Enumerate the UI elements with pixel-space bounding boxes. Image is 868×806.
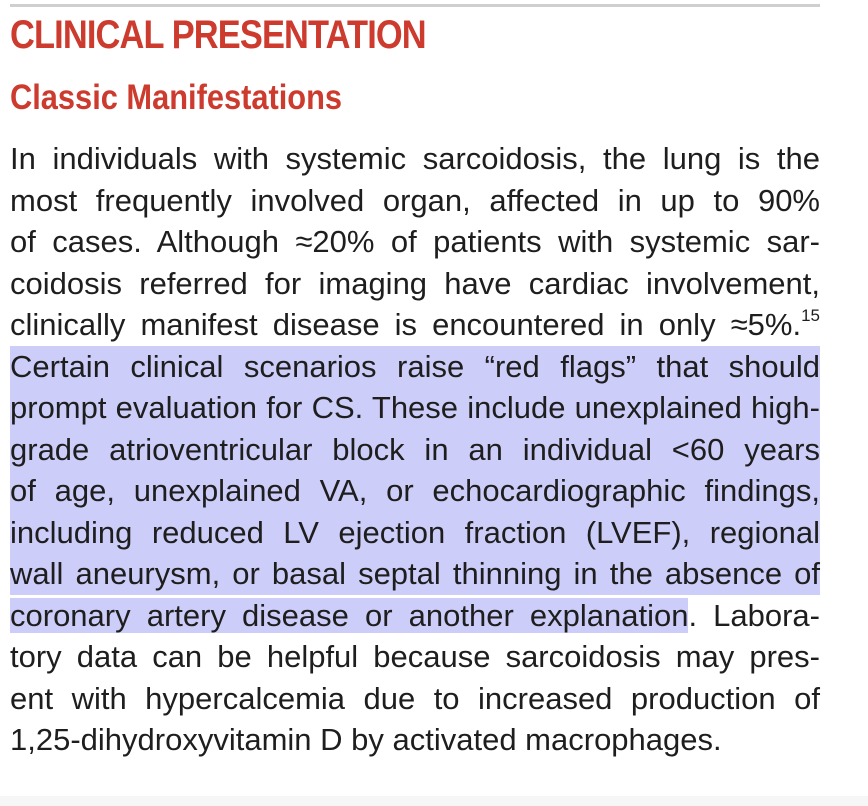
- highlighted-text-line: grade atrioventricular block in an individual <60 years: [10, 429, 820, 471]
- bottom-edge: [0, 796, 868, 806]
- highlighted-text-line: of age, unexplained VA, or echocardiographic findings,: [10, 470, 820, 512]
- top-divider: [10, 4, 820, 7]
- text-line: [10, 304, 820, 346]
- text-line: [10, 595, 820, 637]
- reference-superscript[interactable]: 15: [801, 306, 820, 325]
- text-segment: clinically manifest disease is encountered in only ≈5%.: [10, 307, 802, 342]
- highlighted-text-line: Certain clinical scenarios raise “red flags” that should: [10, 346, 820, 388]
- highlighted-text-segment: coronary artery disease or another explanation: [10, 597, 689, 633]
- text-line: tory data can be helpful because sarcoidosis may pres-: [10, 639, 820, 674]
- text-line: coidosis referred for imaging have cardiac involvement,: [10, 265, 820, 301]
- highlighted-text-line: prompt evaluation for CS. These include unexplained high-: [10, 387, 820, 429]
- subsection-title: Classic Manifestations: [10, 78, 343, 117]
- body-paragraph[interactable]: [10, 138, 820, 761]
- text-line: ent with hypercalcemia due to increased production of: [10, 680, 820, 716]
- text-segment: . Labora-: [688, 597, 820, 633]
- highlighted-text-line: including reduced LV ejection fraction (LVEF), regional: [10, 512, 820, 554]
- section-title: CLINICAL PRESENTATION: [10, 13, 426, 57]
- text-line: of cases. Although ≈20% of patients with systemic sar-: [10, 224, 820, 259]
- highlighted-text-line: wall aneurysm, or basal septal thinning in the absence of: [10, 553, 820, 595]
- text-line: 1,25-dihydroxyvitamin D by activated macrophages.: [10, 722, 722, 757]
- text-line: most frequently involved organ, affected in up to 90%: [10, 182, 820, 218]
- text-line: In individuals with systemic sarcoidosis, the lung is the: [10, 141, 820, 176]
